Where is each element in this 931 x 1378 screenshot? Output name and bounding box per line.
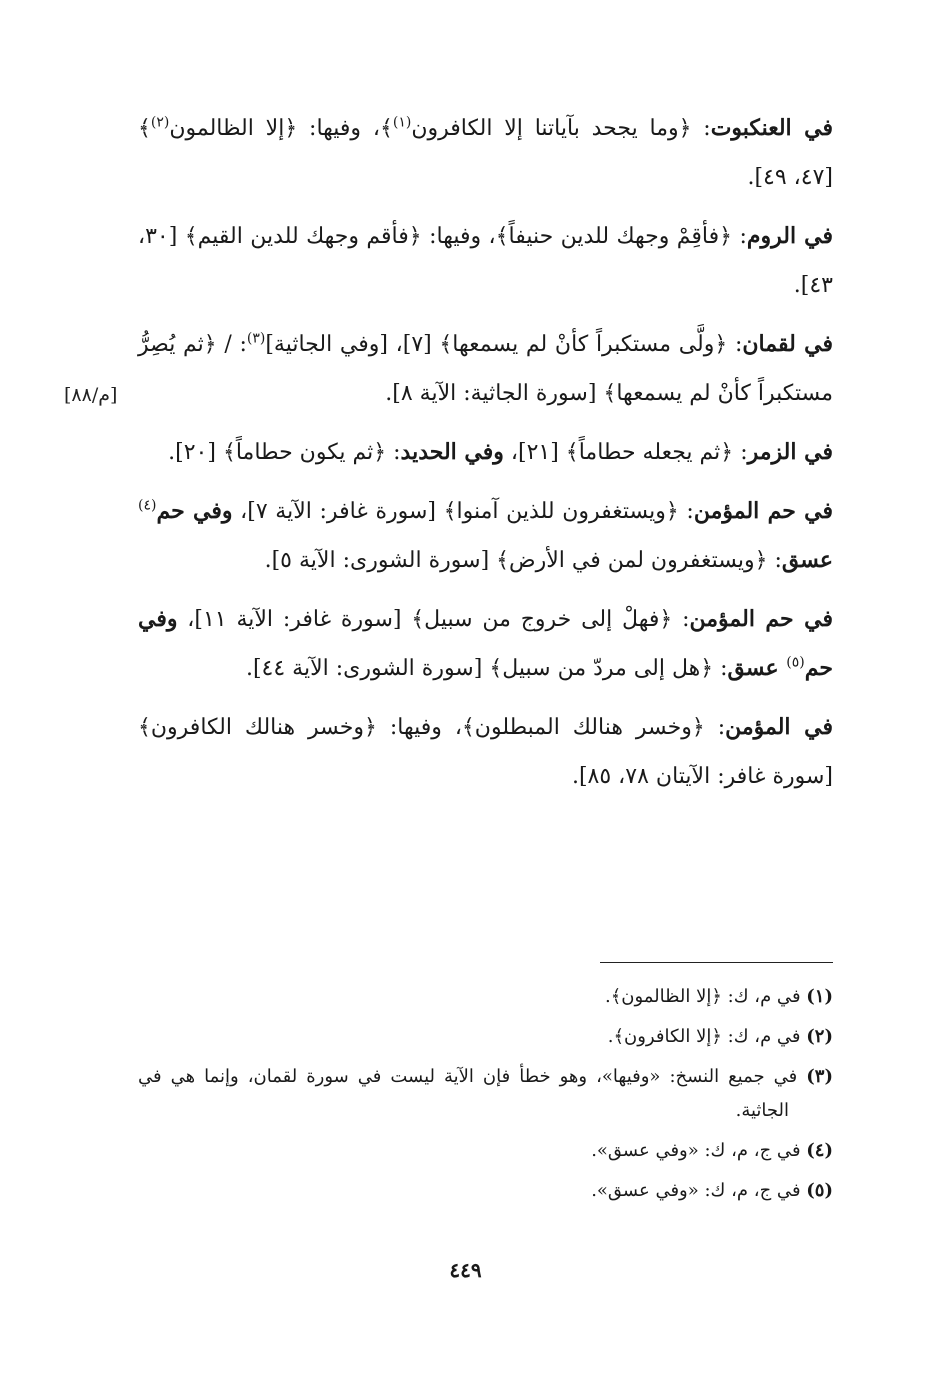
paragraph-text: : ﴿فهلْ إلى خروج من سبيل﴾ [سورة غافر: الآية ١١]، <box>177 607 690 632</box>
surah-label: في حم المؤمن <box>689 606 833 632</box>
footnote-text: في ج، م، ك: «وفي عسق». <box>591 1140 807 1161</box>
surah-label-inline: وفي الحديد <box>400 439 504 465</box>
footnote <box>138 1174 833 1208</box>
main-text <box>138 104 833 811</box>
footnote-ref: (٢) <box>150 114 170 131</box>
surah-label: في العنكبوت <box>710 115 833 141</box>
paragraph-text: : ﴿فأقِمْ وجهك للدين حنيفاً﴾، وفيها: ﴿فأقم وجهك للدين القيم﴾ [٣٠، ٤٣]. <box>138 224 833 298</box>
paragraph-text: : ﴿ثم يكون حطاماً﴾ [٢٠]. <box>168 440 401 465</box>
footnote <box>138 1020 833 1054</box>
surah-label-inline: عسق <box>781 547 833 573</box>
paragraph-text: : / ﴿ثم يُصِرُّ مستكبراً كأنْ لم يسمعها﴾ [سورة الجاثية: الآية ٨]. <box>138 332 833 406</box>
footnote-text: في ج، م، ك: «وفي عسق». <box>591 1180 807 1201</box>
footnote-number: (٣) <box>806 1066 833 1087</box>
surah-label: في الروم <box>746 223 834 249</box>
paragraph-text: : ﴿وخسر هنالك المبطلون﴾، وفيها: ﴿وخسر هنالك الكافرون﴾ [سورة غافر: الآيتان ٧٨، ٨٥]. <box>138 715 833 789</box>
manuscript-margin-note: [م/٨٨] <box>64 384 118 406</box>
surah-label: في المؤمن <box>725 714 833 740</box>
paragraph-mumin-3 <box>138 703 833 801</box>
paragraph-luqman <box>138 320 833 418</box>
footnote <box>138 1060 833 1128</box>
paragraph-ankabut <box>138 104 833 202</box>
paragraph-text: : ﴿هل إلى مردّ من سبيل﴾ [سورة الشورى: الآية ٤٤]. <box>245 656 728 681</box>
footnote-ref: (٥) <box>786 654 805 671</box>
surah-label-inline: وفي حم <box>138 606 833 681</box>
surah-label-inline: عسق <box>727 655 787 681</box>
footnote-ref: (٤) <box>138 497 157 514</box>
footnote <box>138 980 833 1014</box>
footnote-ref: (٣) <box>246 330 266 347</box>
paragraph-text: : ﴿ويستغفرون لمن في الأرض﴾ [سورة الشورى: الآية ٥]. <box>264 548 782 573</box>
footnote-divider <box>600 962 833 963</box>
surah-label: في لقمان <box>742 331 833 357</box>
paragraph-text: ﴾، وفيها: ﴿إلا الظالمون <box>169 116 393 141</box>
footnote-number: (٥) <box>806 1180 833 1201</box>
footnote-text: في جميع النسخ: «وفيها»، وهو خطأ فإن الآية ليست في سورة لقمان، وإنما هي في الجاثية. <box>138 1066 807 1121</box>
footnote-text: في م، ك: ﴿إلا الظالمون﴾. <box>604 986 807 1007</box>
paragraph-text: : ﴿وما يجحد بآياتنا إلا الكافرون <box>411 116 711 141</box>
paragraph-mumin-1 <box>138 487 833 585</box>
paragraph-text: : ﴿ثم يجعله حطاماً﴾ [٢١]، <box>503 440 748 465</box>
footnotes <box>138 980 833 1214</box>
paragraph-text: : ﴿ولَّى مستكبراً كأنْ لم يسمعها﴾ [٧]، [وفي الجاثية] <box>265 332 743 357</box>
surah-label-inline: وفي حم <box>156 498 233 524</box>
paragraph-text: : ﴿ويستغفرون للذين آمنوا﴾ [سورة غافر: الآية ٧]، <box>232 499 694 524</box>
footnote <box>138 1134 833 1168</box>
surah-label: في الزمر <box>747 439 833 465</box>
page-number: ٤٤٩ <box>449 1258 482 1282</box>
paragraph-zumar <box>138 428 833 477</box>
paragraph-text: ﴾ [٤٧، ٤٩]. <box>138 116 833 190</box>
footnote-text: في م، ك: ﴿إلا الكافرون﴾. <box>607 1026 807 1047</box>
paragraph-mumin-2 <box>138 595 833 693</box>
footnote-number: (١) <box>806 986 833 1007</box>
paragraph-rum <box>138 212 833 310</box>
footnote-ref: (١) <box>392 114 412 131</box>
footnote-number: (٢) <box>806 1026 833 1047</box>
footnote-number: (٤) <box>806 1140 833 1161</box>
surah-label: في حم المؤمن <box>693 498 833 524</box>
